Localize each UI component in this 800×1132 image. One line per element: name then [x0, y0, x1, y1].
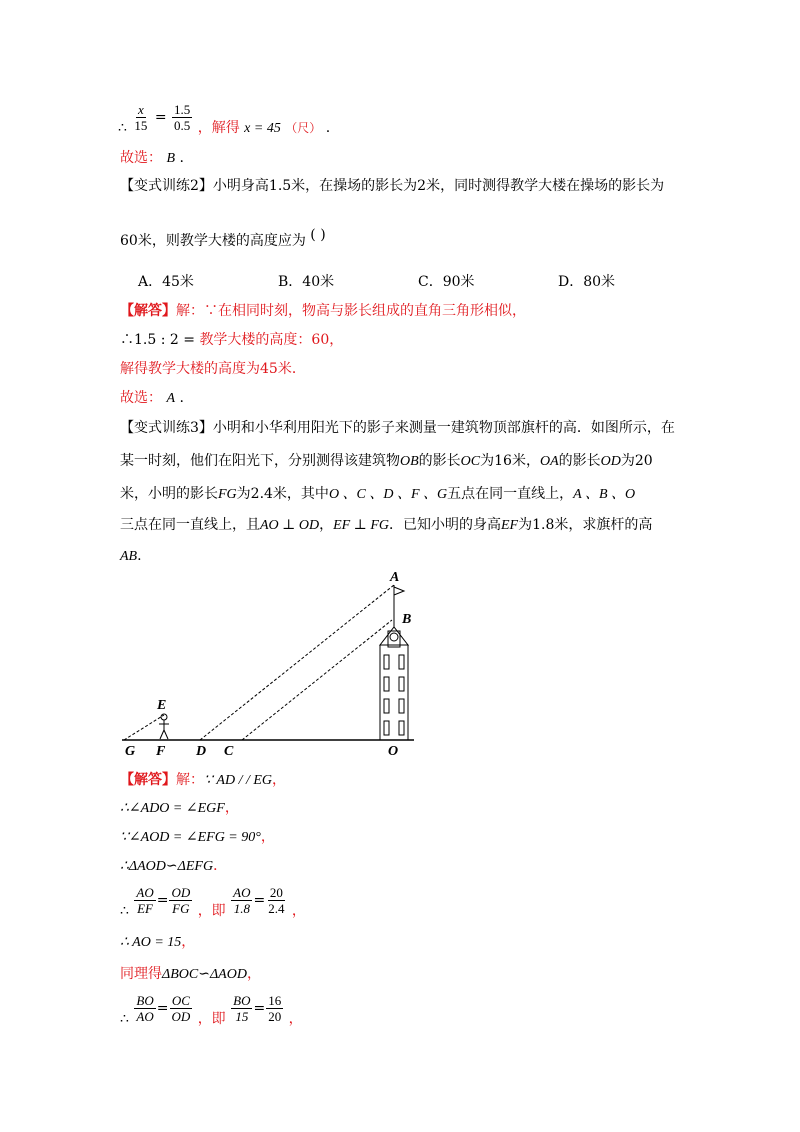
- sol3-text: ，: [224, 800, 239, 816]
- sol2-line-3: [120, 359, 306, 379]
- q3-math: FG: [218, 487, 237, 502]
- fraction-numerator: BO: [233, 993, 251, 1008]
- fraction: [134, 885, 155, 916]
- sol3-math: ∴ΔAOD∽ΔEFG: [120, 859, 214, 874]
- option-b: B．40米: [278, 274, 335, 290]
- fraction-denominator: 15: [134, 118, 148, 133]
- label-a: A: [390, 570, 400, 585]
- q3-math: AO ⊥ OD: [260, 518, 320, 533]
- ray-c-b: [242, 620, 392, 740]
- sol2-line-2: [120, 330, 343, 350]
- option-d: D．80米: [558, 274, 616, 290]
- sol3-math: ∴ AO = 15: [120, 935, 182, 950]
- q3-text-1: 小明和小华利用阳光下的影子来测量一建筑物顶部旗杆的高．如图所示，在: [212, 420, 675, 436]
- q3-math: OC: [460, 454, 481, 469]
- fraction-denominator: 1.8: [233, 901, 250, 916]
- sol3-line-3: [120, 827, 275, 848]
- therefore-symbol: ∴: [118, 119, 127, 136]
- sol3-line-6: [120, 932, 195, 953]
- fraction-numerator: 20: [269, 885, 283, 900]
- sol3-text: ，: [272, 772, 287, 788]
- period: .: [137, 548, 142, 564]
- sol3-text: ，: [181, 934, 196, 950]
- label-f: F: [156, 744, 166, 759]
- q3-math: A 、B 、O: [573, 487, 636, 502]
- q2-text-1: 小明身高1.5米，在操场的影长为2米，同时测得教学大楼在操场的影长为: [212, 178, 665, 194]
- sol3-text: ．: [213, 858, 228, 874]
- fraction: [266, 885, 286, 916]
- q2-line-1: [120, 176, 664, 196]
- q3-text: ，: [319, 517, 334, 533]
- q2-blank: ( ): [310, 227, 326, 243]
- fraction-numerator: x: [137, 102, 144, 117]
- fraction-denominator: OD: [171, 1009, 191, 1024]
- fraction: [134, 993, 155, 1024]
- fraction-denominator: 2.4: [268, 901, 285, 916]
- sol2-text-1: 解：∵在相同时刻，物高与影长组成的直角三角形相似，: [176, 303, 526, 319]
- fraction-denominator: FG: [172, 901, 190, 916]
- label-d: D: [196, 744, 207, 759]
- fraction: [231, 885, 252, 916]
- q3-text: 为2.4米，其中: [236, 486, 329, 502]
- fraction-1.5-over-0.5: [172, 102, 192, 133]
- sol2-text-3: 解得教学大楼的高度为45米．: [120, 361, 306, 377]
- solve-text: ，解得: [197, 119, 240, 136]
- q3-math: O 、C 、D 、F 、G: [328, 487, 448, 502]
- sol3-text: ，即: [197, 902, 226, 919]
- sol3-text: ，: [288, 1010, 303, 1027]
- q3-text: 为16米，: [480, 453, 540, 469]
- sol2-math: ∴1.5 : 2 =: [120, 332, 195, 348]
- therefore-symbol: ∴: [120, 1010, 129, 1027]
- fraction-numerator: OC: [171, 993, 190, 1008]
- sol2-line-1: [120, 301, 526, 321]
- sol3-text: ，即: [197, 1010, 226, 1027]
- sol3-math: ∴∠ADO = ∠EGF: [120, 801, 225, 816]
- solution-line-1: [118, 102, 330, 142]
- fraction: [266, 993, 283, 1024]
- label-g: G: [125, 744, 136, 759]
- q2-tag: 【变式训练2】: [120, 178, 213, 194]
- sol3-line-8: ∴ $\frac{BO}{AO}$ = $\frac{OC}{OD}$ ，即 $\frac{BO}{15}$ = $\frac{16}{20}$ ，: [120, 993, 303, 1027]
- q2-text-2: 60米，则教学大楼的高度应为: [120, 233, 306, 249]
- sol2-tag: 【解答】: [120, 303, 176, 319]
- period: .: [179, 390, 184, 406]
- option-a: A．45米: [138, 274, 194, 290]
- period: .: [325, 119, 331, 136]
- q3-tag: 【变式训练3】: [120, 420, 213, 436]
- q3-text: 某一时刻，他们在阳光下，分别测得该建筑物: [120, 453, 400, 469]
- period: .: [179, 150, 184, 166]
- sol3-text: ，: [246, 966, 261, 982]
- label-c: C: [224, 744, 234, 759]
- q3-text: 米，小明的影长: [120, 486, 218, 502]
- q3-math: OB: [400, 454, 419, 469]
- sol3-text: 解：: [176, 772, 204, 788]
- sol3-math: ∵∠AOD = ∠EFG = 90°: [120, 830, 261, 845]
- sol3-math: ∵ AD / / EG: [204, 773, 273, 788]
- sol3-line-1: [120, 770, 286, 791]
- fraction-denominator: 15: [235, 1009, 249, 1024]
- q3-text: 为1.8米，求旗杆的高: [518, 517, 653, 533]
- q3-math: OA: [539, 454, 559, 469]
- label-b: B: [402, 612, 412, 627]
- q3-text: 三点在同一直线上，且: [120, 517, 260, 533]
- label-o: O: [388, 744, 399, 759]
- fraction-numerator: 1.5: [174, 102, 191, 117]
- fraction: [169, 885, 192, 916]
- sol3-tag: 【解答】: [120, 772, 176, 788]
- ray-d-a: [200, 585, 394, 740]
- equals-sign: =: [154, 109, 167, 126]
- result-equation: x = 45: [244, 120, 281, 136]
- sol3-text: ，: [291, 902, 306, 919]
- q3-text: 为20: [620, 453, 653, 469]
- geometry-figure: [112, 565, 422, 765]
- fraction: [169, 993, 192, 1024]
- fraction-numerator: AO: [233, 885, 251, 900]
- fraction-denominator: 20: [268, 1009, 282, 1024]
- option-c: C．90米: [418, 274, 475, 290]
- q2-options: [138, 272, 698, 292]
- sol2-text-2: 教学大楼的高度：60，: [199, 332, 344, 348]
- q2-line-2: [120, 227, 326, 251]
- q3-line-3: [120, 484, 635, 505]
- q3-line-1: [120, 418, 675, 438]
- q3-math: OD: [600, 454, 621, 469]
- q3-text: 的影长: [558, 453, 601, 469]
- ray-g-e: [124, 715, 164, 740]
- fraction-x-over-15: [132, 102, 149, 133]
- fraction-numerator: 16: [268, 993, 282, 1008]
- fraction-numerator: AO: [136, 885, 154, 900]
- fraction-denominator: AO: [136, 1009, 154, 1024]
- answer-value: A: [166, 391, 176, 406]
- answer-line-1: [120, 148, 184, 169]
- fraction-numerator: BO: [136, 993, 154, 1008]
- q3-line-2: [120, 451, 653, 472]
- answer-label: 故选：: [120, 150, 162, 166]
- q3-text: ．已知小明的身高: [389, 517, 501, 533]
- q3-math: EF ⊥ FG: [333, 518, 389, 533]
- fraction-numerator: OD: [171, 885, 191, 900]
- label-e: E: [157, 698, 167, 713]
- sol3-line-7: [120, 964, 261, 985]
- sol3-text: ，: [260, 829, 275, 845]
- q3-text: 的影长: [418, 453, 461, 469]
- answer-label: 故选：: [120, 390, 162, 406]
- sol3-math: ΔBOC∽ΔAOD: [162, 967, 247, 982]
- q3-math: EF: [501, 518, 519, 533]
- building-figure: [380, 585, 408, 740]
- q3-text: 五点在同一直线上，: [447, 486, 574, 502]
- fraction-denominator: EF: [137, 901, 153, 916]
- fraction: [231, 993, 252, 1024]
- unit-text: （尺）: [285, 120, 322, 135]
- sol2-line-4: [120, 388, 184, 409]
- sol3-line-5: ∴ $\frac{AO}{EF}$ = $\frac{OD}{FG}$ ，即 $\frac{AO}{1.8}$ = $\frac{20}{2.4}$ ，: [120, 885, 306, 919]
- fraction-denominator: 0.5: [174, 118, 191, 133]
- answer-value: B: [166, 151, 176, 166]
- q3-line-4: [120, 515, 652, 536]
- sol3-text: 同理得: [120, 966, 162, 982]
- q3-math: AB: [120, 549, 138, 564]
- q3-line-5: [120, 546, 142, 567]
- sol3-line-4: [120, 856, 227, 877]
- therefore-symbol: ∴: [120, 902, 129, 919]
- sol3-line-2: [120, 798, 239, 819]
